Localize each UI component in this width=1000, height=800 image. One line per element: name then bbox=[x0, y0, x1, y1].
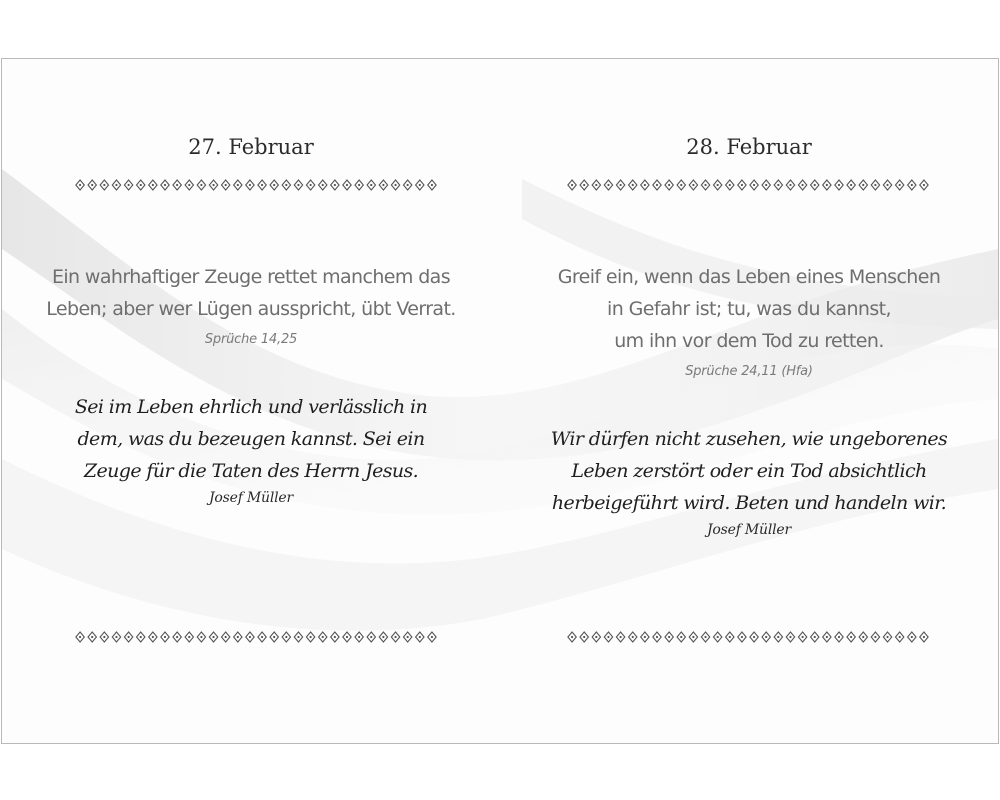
devotion-text bbox=[500, 423, 998, 519]
diamond-center-dot bbox=[620, 184, 622, 186]
diamond-center-dot bbox=[91, 636, 93, 638]
diamond-center-dot bbox=[115, 636, 117, 638]
diamond-center-dot bbox=[644, 184, 646, 186]
diamond-center-dot bbox=[668, 184, 670, 186]
diamond-center-dot bbox=[741, 636, 743, 638]
verse-text bbox=[2, 261, 500, 325]
diamond-center-dot bbox=[729, 184, 731, 186]
diamond-center-dot bbox=[911, 636, 913, 638]
diamond-center-dot bbox=[789, 636, 791, 638]
diamond-center-dot bbox=[79, 184, 81, 186]
diamond-center-dot bbox=[753, 184, 755, 186]
diamond-center-dot bbox=[899, 636, 901, 638]
diamond-center-dot bbox=[394, 636, 396, 638]
diamond-center-dot bbox=[297, 184, 299, 186]
diamond-center-dot bbox=[753, 636, 755, 638]
diamond-center-dot bbox=[874, 636, 876, 638]
diamond-center-dot bbox=[595, 636, 597, 638]
diamond-center-dot bbox=[212, 184, 214, 186]
diamond-center-dot bbox=[886, 184, 888, 186]
diamond-center-dot bbox=[419, 184, 421, 186]
diamond-center-dot bbox=[571, 636, 573, 638]
diamond-center-dot bbox=[152, 184, 154, 186]
page-date: 27. Februar bbox=[188, 135, 314, 159]
diamond-center-dot bbox=[164, 636, 166, 638]
devotion-line: Wir dürfen nicht zusehen, wie ungeborenes bbox=[550, 428, 948, 450]
bible-verse bbox=[2, 261, 500, 347]
diamond-center-dot bbox=[176, 184, 178, 186]
diamond-center-dot bbox=[814, 184, 816, 186]
diamond-center-dot bbox=[419, 636, 421, 638]
diamond-center-dot bbox=[200, 184, 202, 186]
diamond-center-dot bbox=[225, 184, 227, 186]
diamond-center-dot bbox=[285, 636, 287, 638]
diamond-center-dot bbox=[632, 636, 634, 638]
diamond-center-dot bbox=[838, 184, 840, 186]
diamond-center-dot bbox=[826, 636, 828, 638]
diamond-center-dot bbox=[310, 184, 312, 186]
diamond-center-dot bbox=[103, 184, 105, 186]
diamond-center-dot bbox=[777, 184, 779, 186]
diamond-center-dot bbox=[644, 636, 646, 638]
verse-line: um ihn vor dem Tod zu retten. bbox=[614, 330, 884, 352]
diamond-center-dot bbox=[583, 184, 585, 186]
diamond-center-dot bbox=[310, 636, 312, 638]
diamond-center-dot bbox=[874, 184, 876, 186]
diamond-center-dot bbox=[334, 636, 336, 638]
devotion-line: dem, was du bezeugen kannst. Sei ein bbox=[77, 428, 425, 450]
ornament-divider-top bbox=[74, 179, 438, 191]
diamond-center-dot bbox=[607, 636, 609, 638]
diamond-center-dot bbox=[729, 636, 731, 638]
diamond-center-dot bbox=[273, 184, 275, 186]
diamond-center-dot bbox=[188, 636, 190, 638]
diamond-center-dot bbox=[382, 636, 384, 638]
diamond-center-dot bbox=[91, 184, 93, 186]
diamond-center-dot bbox=[212, 636, 214, 638]
diamond-center-dot bbox=[358, 636, 360, 638]
diamond-center-dot bbox=[826, 184, 828, 186]
book-spread bbox=[1, 58, 999, 744]
diamond-center-dot bbox=[128, 636, 130, 638]
diamond-center-dot bbox=[152, 636, 154, 638]
author-name: Josef Müller bbox=[706, 522, 792, 538]
verse-line: in Gefahr ist; tu, was du kannst, bbox=[607, 298, 891, 320]
diamond-center-dot bbox=[115, 184, 117, 186]
diamond-center-dot bbox=[285, 184, 287, 186]
ornament-divider-bottom bbox=[74, 631, 438, 643]
devotion-line: Leben zerstört oder ein Tod absichtlich bbox=[571, 460, 927, 482]
diamond-center-dot bbox=[680, 636, 682, 638]
diamond-center-dot bbox=[346, 636, 348, 638]
diamond-center-dot bbox=[200, 636, 202, 638]
diamond-center-dot bbox=[358, 184, 360, 186]
diamond-center-dot bbox=[777, 636, 779, 638]
diamond-center-dot bbox=[704, 636, 706, 638]
diamond-center-dot bbox=[334, 184, 336, 186]
diamond-center-dot bbox=[261, 636, 263, 638]
diamond-center-dot bbox=[140, 636, 142, 638]
diamond-center-dot bbox=[583, 636, 585, 638]
diamond-center-dot bbox=[273, 636, 275, 638]
devotion-line: herbeigeführt wird. Beten und handeln wir. bbox=[551, 492, 947, 514]
diamond-center-dot bbox=[656, 636, 658, 638]
diamond-center-dot bbox=[620, 636, 622, 638]
verse-reference: Sprüche 14,25 bbox=[204, 332, 298, 347]
diamond-center-dot bbox=[886, 636, 888, 638]
diamond-center-dot bbox=[838, 636, 840, 638]
verse-line: Leben; aber wer Lügen ausspricht, übt Verrat. bbox=[46, 298, 456, 320]
bible-verse bbox=[500, 261, 998, 379]
devotion bbox=[2, 391, 500, 506]
diamond-center-dot bbox=[862, 636, 864, 638]
diamond-center-dot bbox=[164, 184, 166, 186]
diamond-center-dot bbox=[431, 636, 433, 638]
diamond-center-dot bbox=[103, 636, 105, 638]
diamond-center-dot bbox=[765, 184, 767, 186]
diamond-center-dot bbox=[802, 184, 804, 186]
diamond-center-dot bbox=[668, 636, 670, 638]
diamond-center-dot bbox=[322, 636, 324, 638]
diamond-center-dot bbox=[297, 636, 299, 638]
diamond-center-dot bbox=[802, 636, 804, 638]
diamond-center-dot bbox=[595, 184, 597, 186]
diamond-center-dot bbox=[261, 184, 263, 186]
diamond-center-dot bbox=[911, 184, 913, 186]
diamond-center-dot bbox=[431, 184, 433, 186]
devotion bbox=[500, 423, 998, 538]
ornament-divider-top bbox=[566, 179, 930, 191]
diamond-center-dot bbox=[850, 636, 852, 638]
diamond-center-dot bbox=[717, 184, 719, 186]
diamond-center-dot bbox=[79, 636, 81, 638]
diamond-center-dot bbox=[899, 184, 901, 186]
diamond-center-dot bbox=[237, 636, 239, 638]
diamond-center-dot bbox=[692, 184, 694, 186]
devotion-text bbox=[2, 391, 500, 487]
diamond-center-dot bbox=[176, 636, 178, 638]
diamond-center-dot bbox=[607, 184, 609, 186]
diamond-center-dot bbox=[789, 184, 791, 186]
right-page bbox=[500, 59, 998, 743]
diamond-center-dot bbox=[370, 636, 372, 638]
ornament-divider-bottom bbox=[566, 631, 930, 643]
diamond-center-dot bbox=[140, 184, 142, 186]
verse-line: Ein wahrhaftiger Zeuge rettet manchem das bbox=[51, 266, 451, 288]
devotion-line: Zeuge für die Taten des Herrn Jesus. bbox=[83, 460, 419, 482]
diamond-center-dot bbox=[850, 184, 852, 186]
diamond-center-dot bbox=[322, 184, 324, 186]
diamond-center-dot bbox=[249, 184, 251, 186]
diamond-center-dot bbox=[225, 636, 227, 638]
left-page bbox=[2, 59, 500, 743]
diamond-center-dot bbox=[656, 184, 658, 186]
diamond-center-dot bbox=[571, 184, 573, 186]
diamond-center-dot bbox=[382, 184, 384, 186]
devotion-line: Sei im Leben ehrlich und verlässlich in bbox=[74, 396, 428, 418]
diamond-center-dot bbox=[741, 184, 743, 186]
diamond-center-dot bbox=[717, 636, 719, 638]
verse-reference: Sprüche 24,11 (Hfa) bbox=[685, 364, 813, 379]
diamond-center-dot bbox=[765, 636, 767, 638]
author-name: Josef Müller bbox=[208, 490, 294, 506]
diamond-center-dot bbox=[249, 636, 251, 638]
diamond-center-dot bbox=[128, 184, 130, 186]
verse-line: Greif ein, wenn das Leben eines Menschen bbox=[557, 266, 941, 288]
diamond-center-dot bbox=[862, 184, 864, 186]
diamond-center-dot bbox=[704, 184, 706, 186]
page-date: 28. Februar bbox=[686, 135, 812, 159]
diamond-center-dot bbox=[680, 184, 682, 186]
diamond-center-dot bbox=[923, 636, 925, 638]
diamond-center-dot bbox=[923, 184, 925, 186]
diamond-center-dot bbox=[632, 184, 634, 186]
diamond-center-dot bbox=[237, 184, 239, 186]
diamond-center-dot bbox=[692, 636, 694, 638]
diamond-center-dot bbox=[814, 636, 816, 638]
diamond-center-dot bbox=[407, 636, 409, 638]
diamond-center-dot bbox=[188, 184, 190, 186]
diamond-center-dot bbox=[407, 184, 409, 186]
diamond-center-dot bbox=[370, 184, 372, 186]
verse-text bbox=[500, 261, 998, 357]
diamond-center-dot bbox=[346, 184, 348, 186]
diamond-center-dot bbox=[394, 184, 396, 186]
